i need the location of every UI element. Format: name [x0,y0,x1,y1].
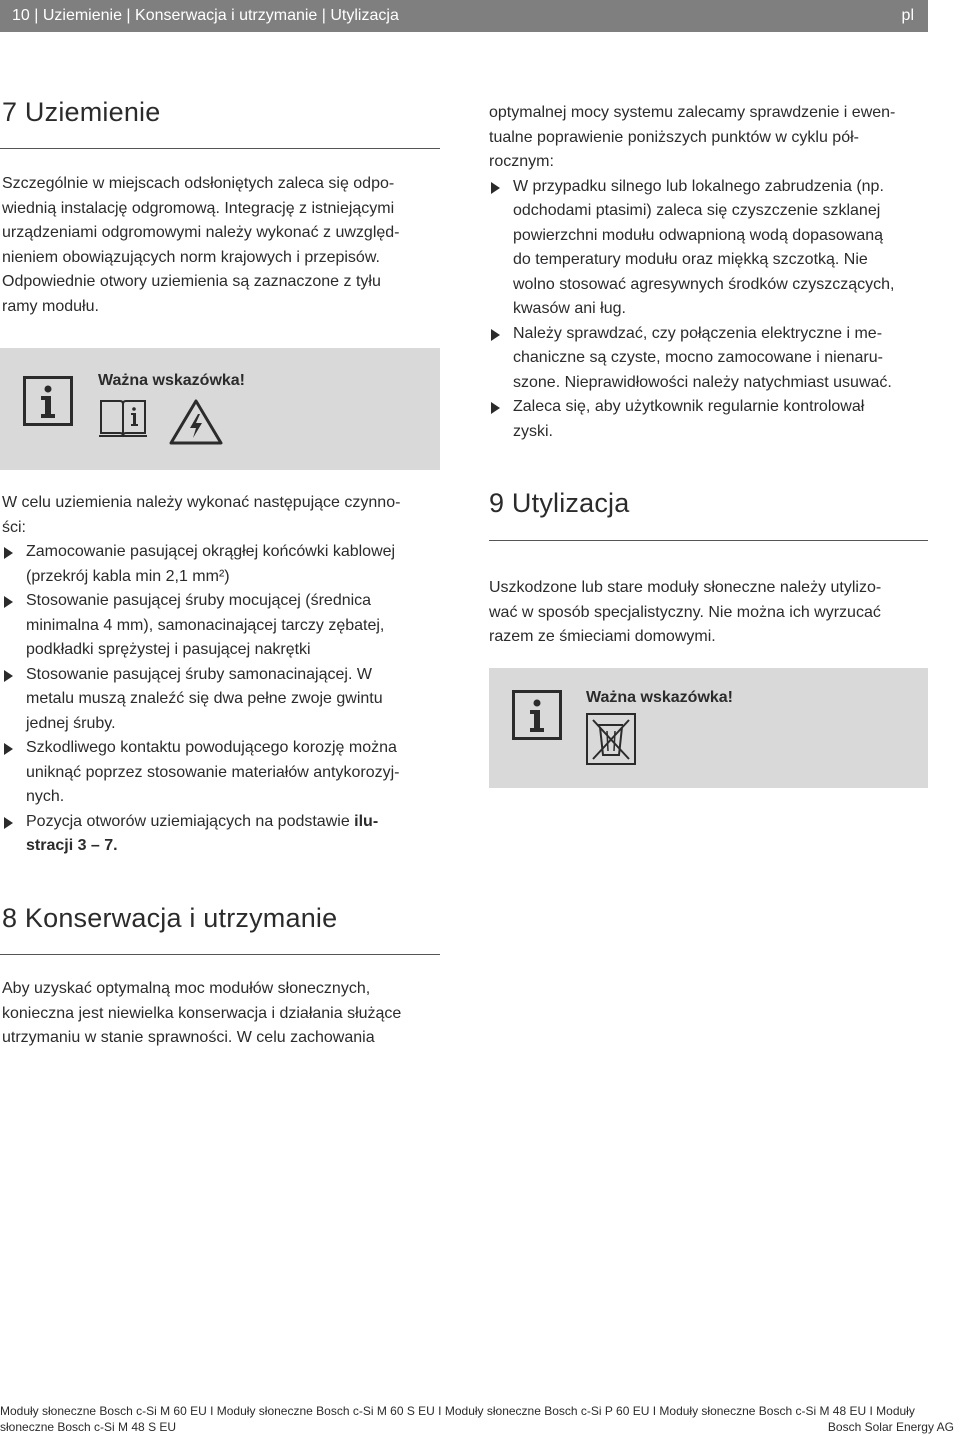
intro-line: wiednią instalację odgromową. Integrację z istniejącymi [2,199,395,217]
list-item [489,175,934,322]
section-8-heading: 8 Konserwacja i utrzymanie [2,903,338,933]
grounding-steps [2,491,442,859]
list-item-line: Stosowanie pasującej śruby mocującej (średnica [26,592,372,609]
section-9-heading: 9 Utylizacja [489,488,630,518]
list-item [489,395,934,444]
list-item-line: W przypadku silnego lub lokalnego zabrudzenia (np. [513,177,884,195]
intro-line: urządzeniami odgromowymi należy wykonać z uwzględ- [2,224,400,241]
intro-line: nieniem obowiązujących norm krajowych i przepisów. [2,248,380,266]
text-line: tualne poprawienie poniższych punktów w cyklu pół- [489,128,859,146]
text-line: wać w sposób specjalistyczny. Nie można ich wyrzucać [489,603,881,621]
list-item-line [26,834,442,859]
list-item-line: metalu muszą znaleźć się dwa pełne zwoje gwintu [26,690,383,707]
list-item-line: kwasów ani ług. [513,300,626,317]
footer-products: Moduły słoneczne Bosch c-Si M 60 EU I Moduły słoneczne Bosch c-Si M 60 S EU I Moduły słoneczne Bosch c-Si P 60 EU I Moduły słoneczne Bosch c-Si M 48 EU I Moduły [0,1404,915,1418]
illustration-reference: stracji 3 – 7. [26,837,118,854]
intro-line: Szczególnie w miejscach odsłoniętych zaleca się odpo- [2,175,395,192]
list-item [489,322,934,396]
bullet-arrow-icon [4,743,13,755]
intro-line: Odpowiednie otwory uziemienia są zaznaczone z tyłu [2,273,381,290]
list-item-line: zyski. [513,422,553,440]
footer-products-cont: słoneczne Bosch c-Si M 48 S EU [0,1420,177,1434]
header-language: pl [901,7,914,24]
illustration-reference: ilu- [354,812,379,830]
list-item [2,663,442,737]
section-8-text [2,977,442,1051]
bullet-arrow-icon [4,670,13,682]
important-note-box [0,348,440,470]
list-item-line: szone. Nieprawidłowości należy natychmiast usuwać. [513,373,892,391]
bullet-arrow-icon [491,182,500,194]
crossed-out-bin-icon [586,713,636,765]
note-title: Ważna wskazówka! [586,689,734,706]
info-icon [512,690,562,740]
steps-intro-line: W celu uziemienia należy wykonać następujące czynno- [2,494,401,511]
text-line: utrzymaniu w stanie sprawności. W celu zachowania [2,1029,375,1046]
section-9-rule [489,540,928,541]
section-7-intro [2,172,442,319]
list-item [2,810,442,859]
list-item-line: jednej śruby. [26,714,116,732]
text-line: rocznym: [489,153,554,170]
section-7-rule [0,148,440,149]
page-header [0,0,928,32]
list-item [2,589,442,663]
section-9-text [489,576,934,650]
section-7-heading: 7 Uziemienie [2,97,161,127]
section-8-rule [0,954,440,955]
list-item-line: wolno stosować agresywnych środków czyszczących, [513,275,895,293]
list-item-line: minimalna 4 mm), samonacinającej tarczy zębatej, [26,616,385,634]
list-item-text: Pozycja otworów uziemiających na podstawie [26,812,355,830]
text-line: konieczna jest niewielka konserwacja i działania służące [2,1004,402,1022]
electrical-hazard-icon [168,398,224,446]
bullet-arrow-icon [4,596,13,608]
text-line: Aby uzyskać optymalną moc modułów słonecznych, [2,980,371,997]
bullet-arrow-icon [4,547,13,559]
steps-intro-line: ści: [2,518,26,536]
list-item-line: odchodami ptasimi) zaleca się czyszczenie szklanej [513,202,881,219]
list-item-line: Szkodliwego kontaktu powodującego korozję można [26,739,397,756]
list-item-line: podkładki sprężystej i pasującej nakrętki [26,641,311,658]
important-note-box [489,668,928,788]
read-manual-icon [98,398,148,440]
bullet-arrow-icon [491,329,500,341]
list-item [2,540,442,589]
list-item-line: do temperatury modułu oraz miękką szczotką. Nie [513,251,868,268]
list-item-line [26,810,442,835]
list-item-line: nych. [26,788,65,805]
text-line: optymalnej mocy systemu zalecamy sprawdzenie i ewen- [489,104,896,121]
bullet-arrow-icon [4,817,13,829]
text-line: Uszkodzone lub stare moduły słoneczne należy utylizo- [489,579,882,596]
note-title: Ważna wskazówka! [98,372,246,389]
list-item-line: (przekrój kabla min 2,1 mm²) [26,567,230,585]
maintenance-continuation [489,101,934,444]
info-icon [23,376,73,426]
list-item-line: powierzchni modułu odwapnioną wodą dopasowaną [513,226,884,244]
intro-line: ramy modułu. [2,297,99,315]
list-item [2,736,442,810]
list-item-line: uniknąć poprzez stosowanie materiałów antykorozyj- [26,763,400,781]
list-item-line: Stosowanie pasującej śruby samonacinającej. W [26,665,372,683]
footer-company: Bosch Solar Energy AG [827,1420,954,1434]
list-item-line: chaniczne są czyste, mocno zamocowane i nienaru- [513,349,883,366]
list-item-line: Zamocowanie pasującej okrągłej końcówki kablowej [26,543,396,560]
text-line: razem ze śmieciami domowymi. [489,628,716,645]
list-item-line: Zaleca się, aby użytkownik regularnie kontrolował [513,398,865,415]
bullet-arrow-icon [491,402,500,414]
list-item-line: Należy sprawdzać, czy połączenia elektryczne i me- [513,324,883,342]
header-title: 10 | Uziemienie | Konserwacja i utrzymanie | Utylizacja [12,7,399,24]
